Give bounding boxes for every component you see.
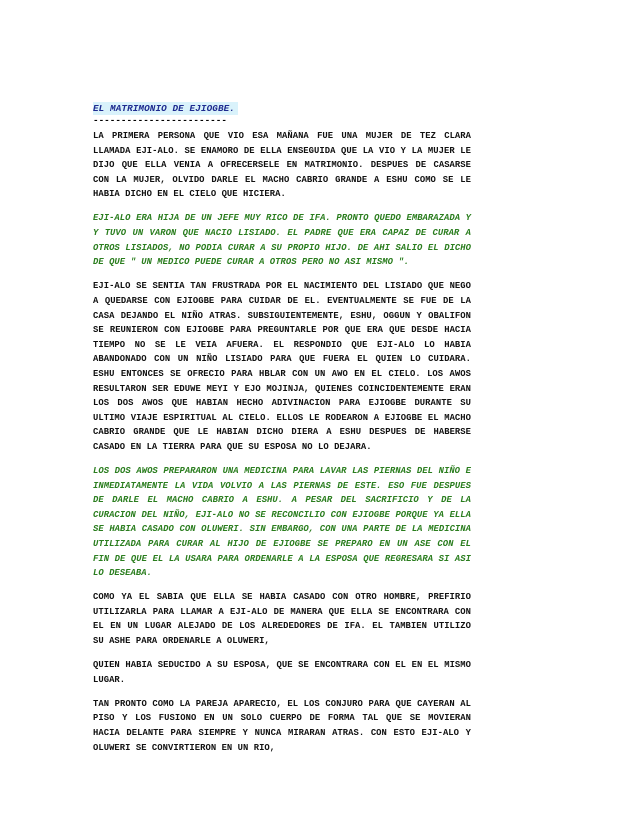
document-body [93,98,471,765]
paragraph-1: LA PRIMERA PERSONA QUE VIO ESA MAÑANA FUE UNA MUJER DE TEZ CLARA LLAMADA EJI-ALO. SE ENAMORO DE ELLA ENSEGUIDA QUE LA VIO Y LA MUJER LE DIJO QUE ELLA VENIA A OFRECERSELE EN MATRIMONIO. DESPUES DE CASARSE CON LA MUJER, OLVIDO DARLE EL MACHO CABRIO GRANDE A ESHU COMO SE LE HABIA DICHO EN EL CIELO QUE HICIERA. [93,131,471,200]
paragraph-2: EJI-ALO ERA HIJA DE UN JEFE MUY RICO DE IFA. PRONTO QUEDO EMBARAZADA Y Y TUVO UN VARON QUE NACIO LISIADO. EL PADRE QUE ERA CAPAZ DE CURAR A OTROS LISIADOS, NO PODIA CURAR A SU PROPIO HIJO. DE AHI SALIO EL DICHO DE QUE " UN MEDICO PUEDE CURAR A OTROS PERO NO ASI MISMO ". [93,213,471,268]
paragraph-5: COMO YA EL SABIA QUE ELLA SE HABIA CASADO CON OTRO HOMBRE, PREFIRIO UTILIZARLA PARA LLAMAR A EJI-ALO DE MANERA QUE ELLA SE ENCONTRARA CON EL EN UN LUGAR ALEJADO DE LOS ALREDEDORES DE IFA. EL TAMBIEN UTILIZO SU ASHE PARA ORDENARLE A OLUWERI, [93,592,471,646]
paragraph-4: LOS DOS AWOS PREPARARON UNA MEDICINA PARA LAVAR LAS PIERNAS DEL NIÑO E INMEDIATAMENTE LA VIDA VOLVIO A LAS PIERNAS DE ESTE. ESO FUE DESPUES DE DARLE EL MACHO CABRIO A ESHU. A PESAR DEL SACRIFICIO Y DE LA CURACION DEL NIÑO, EJI-ALO NO SE RECONCILIO CON EJIOGBE PORQUE YA ELLA SE HABIA CASADO CON OLUWERI. SIN EMBARGO, CON UNA PARTE DE LA MEDICINA UTILIZADA PARA CURAR AL HIJO DE EJIOGBE SE PREPARO EN UN ASE CON EL FIN DE QUE EL LA USARA PARA ORDENARLE A LA ESPOSA QUE REGRESARA SI ASI LO DESEABA. [93,465,471,579]
title-underline: ------------------------ [93,116,227,126]
paragraph-7: TAN PRONTO COMO LA PAREJA APARECIO, EL LOS CONJURO PARA QUE CAYERAN AL PISO Y LOS FUSIONO EN UN SOLO CUERPO DE FORMA TAL QUE SE MOVIERAN HACIA DELANTE PARA SIEMPRE Y NUNCA MIRARAN ATRAS. CON ESTO EJI-ALO Y OLUWERI SE CONVIRTIERON EN UN RIO, [93,698,471,753]
paragraph-3: EJI-ALO SE SENTIA TAN FRUSTRADA POR EL NACIMIENTO DEL LISIADO QUE NEGO A QUEDARSE CON EJIOGBE PARA CUIDAR DE EL. EVENTUALMENTE SE FUE DE LA CASA DEJANDO EL NIÑO ATRAS. SUBSIGUIENTEMENTE, ESHU, OGGUN Y OBALIFON SE REUNIERON CON EJIOGBE PARA PREGUNTARLE POR QUE ERA QUE DESDE HACIA TIEMPO NO SE LE VEIA AFUERA. EL RESPONDIO QUE EJI-ALO LO HABIA ABANDONADO CON UN NIÑO LISIADO PARA QUE FUERA EL QUIEN LO CUIDARA. ESHU ENTONCES SE OFRECIO PARA HBLAR CON UN AWO EN EL CIELO. LOS AWOS RESULTARON SER EDUWE MEYI Y EJO MOJINJA, QUIENES COINCIDENTEMENTE ERAN LOS DOS AWOS QUE HABIAN HECHO ADIVINACION PARA EJIOGBE DURANTE SU ULTIMO VIAJE ESPIRITUAL AL CIELO. ELLOS LE RODEARON A EJIOGBE EL MACHO CABRIO GRANDE QUE LE HABIAN DICHO DIERA A ESHU DESPUES DE HABERSE CASADO EN LA TIERRA PARA QUE SU ESPOSA NO LO DEJARA. [93,281,471,452]
paragraph-6: QUIEN HABIA SEDUCIDO A SU ESPOSA, QUE SE ENCONTRARA CON EL EN EL MISMO LUGAR. [93,660,471,685]
document-title: EL MATRIMONIO DE EJIOGBE. [93,102,238,115]
